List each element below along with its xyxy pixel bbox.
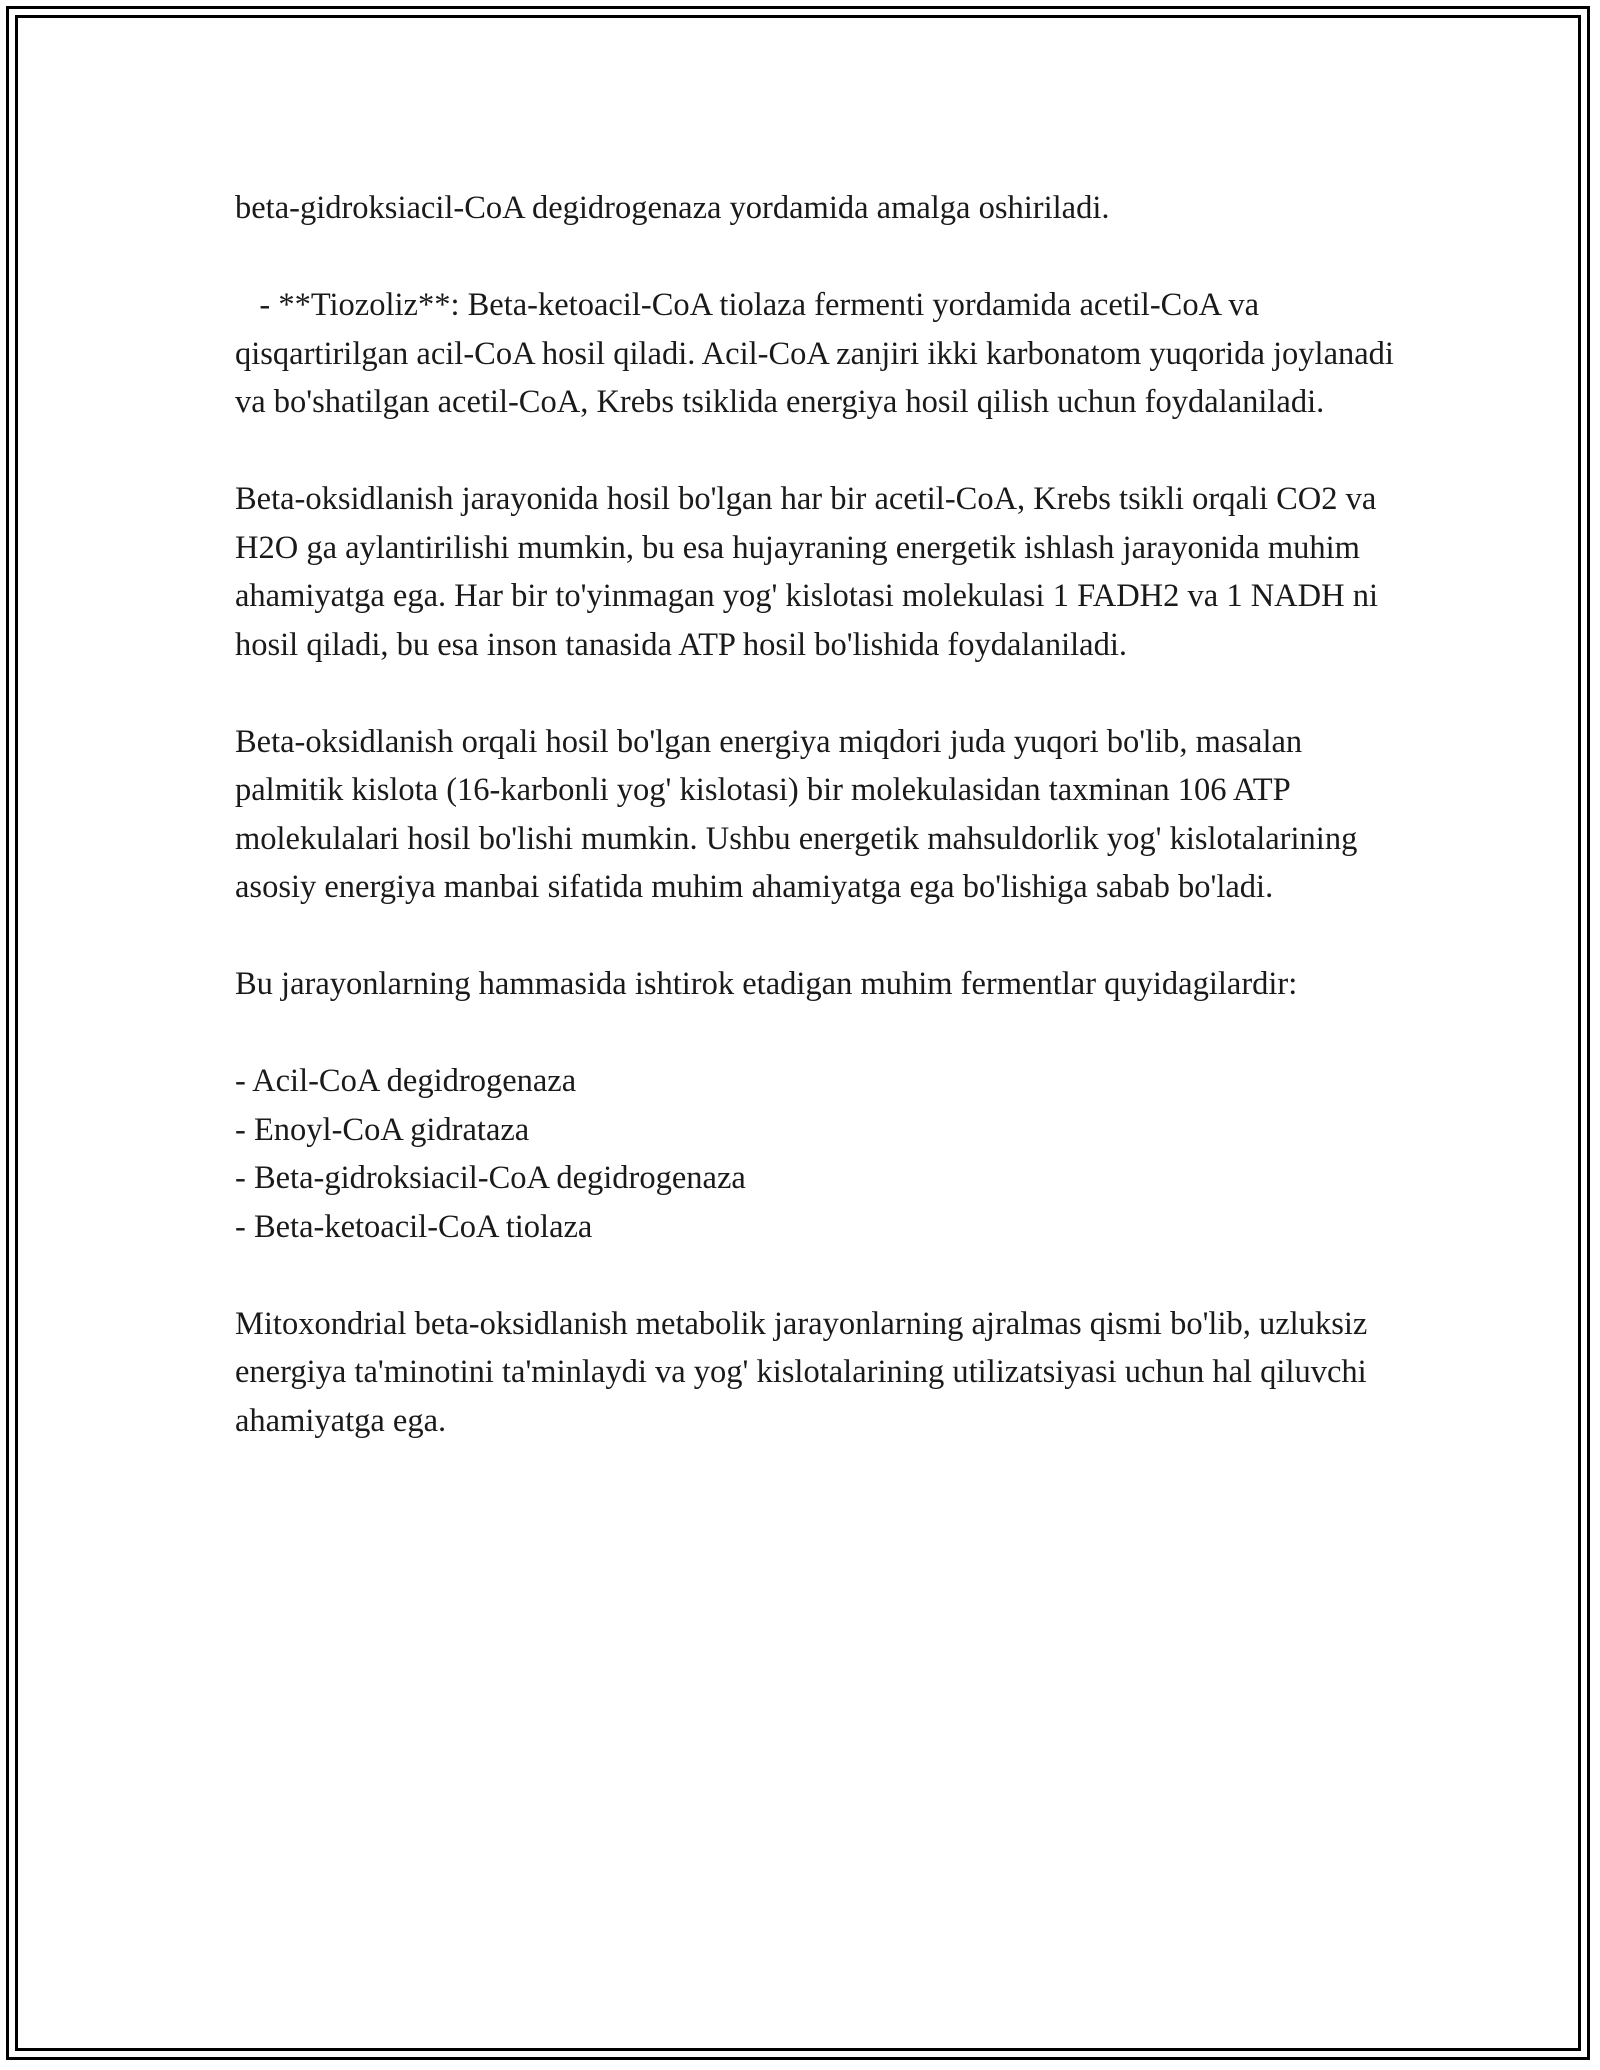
enzyme-list [235,1057,1395,1251]
list-item: - Acil-CoA degidrogenaza [235,1063,577,1099]
paragraph: Bu jarayonlarning hammasida ishtirok etadigan muhim fermentlar quyidagilardir: [235,966,1298,1002]
paragraph: Beta-oksidlanish orqali hosil bo'lgan energiya miqdori juda yuqori bo'lib, masalan palmitik kislota (16-karbonli yog' kislotasi) bir molekulasidan taxminan 106 ATP molekulalari hosil bo'lishi mumkin. Ushbu energetik mahsuldorlik yog' kislotalarining asosiy energiya manbai sifatida muhim ahamiyatga ega bo'lishiga sabab bo'ladi. [235,723,1366,905]
list-item: - Beta-ketoacil-CoA tiolaza [235,1208,593,1245]
document-body [235,184,1403,1494]
list-item: - Beta-gidroksiacil-CoA degidrogenaza [235,1160,746,1196]
paragraph: Beta-oksidlanish jarayonida hosil bo'lgan har bir acetil-CoA, Krebs tsikli orqali CO2 va H2O ga aylantirilishi mumkin, bu esa hujayraning energetik ishlash jarayonida muhim ahamiyatga ega. Har bir to'yinmagan yog' kislotasi molekulasi 1 FADH2 va 1 NADH ni hosil qiladi, bu esa inson tanasida ATP hosil bo'lishida foydalaniladi. [235,481,1387,663]
paragraph: beta-gidroksiacil-CoA degidrogenaza yordamida amalga oshiriladi. [235,190,1110,226]
closing-paragraph: Mitoxondrial beta-oksidlanish metabolik jarayonlarning ajralmas qismi bo'lib, uzluksiz energiya ta'minotini ta'minlaydi va yog' kislotalarining utilizatsiyasi uchun hal qiluvchi ahamiyatga ega. [235,1305,1376,1439]
list-item: - Enoyl-CoA gidrataza [235,1111,530,1148]
paragraph: - **Tiozoliz**: Beta-ketoacil-CoA tiolaza fermenti yordamida acetil-CoA va qisqartirilgan acil-CoA hosil qiladi. Acil-CoA zanjiri ikki karbonatom yuqorida joylanadi va bo'shatilgan acetil-CoA, Krebs tsiklida energiya hosil qilish uchun foydalaniladi. [235,287,1403,420]
